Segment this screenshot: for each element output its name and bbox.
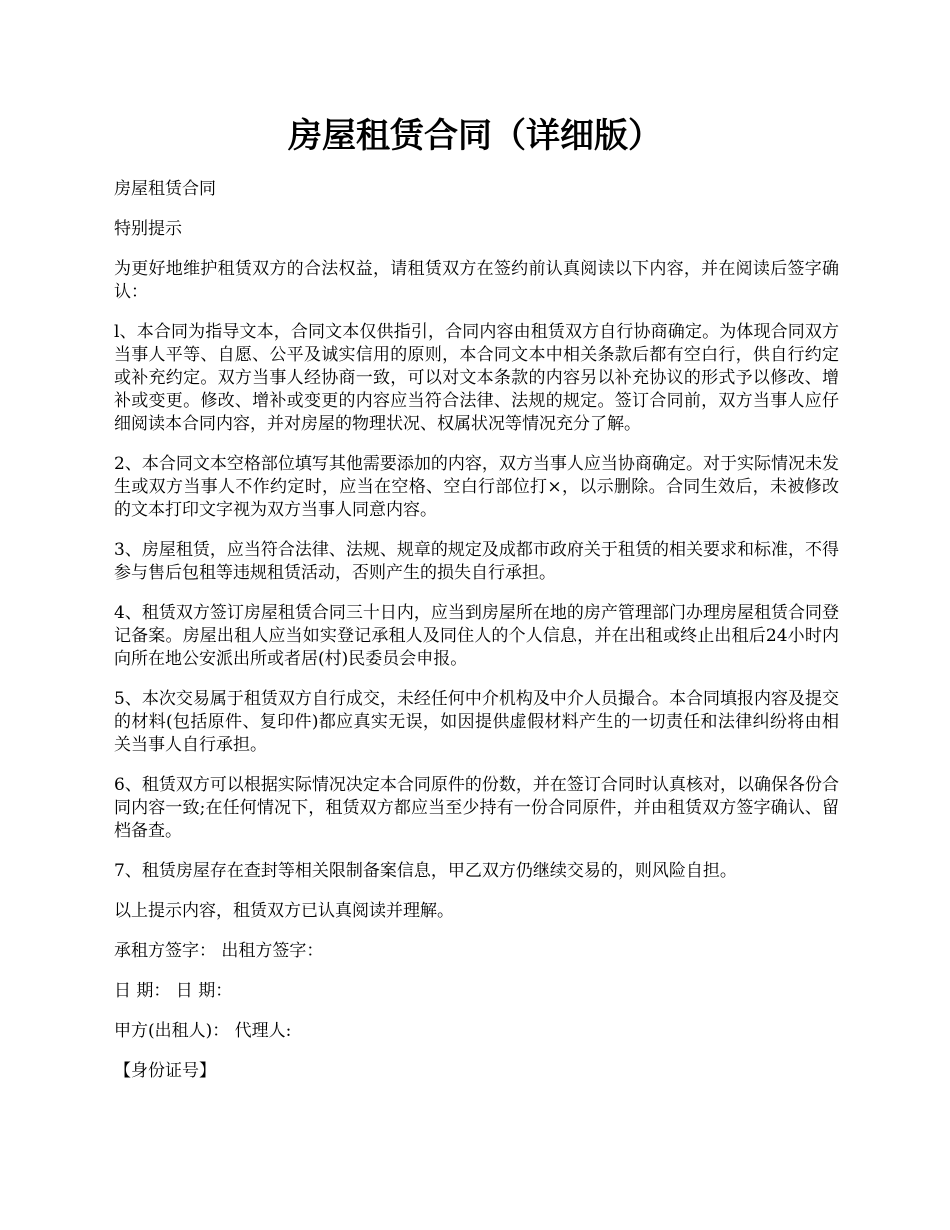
paragraph-notice-7: 7、租赁房屋存在查封等相关限制备案信息，甲乙双方仍继续交易的，则风险自担。 <box>114 861 737 881</box>
paragraph-acknowledgement: 以上提示内容，租赁双方已认真阅读并理解。 <box>114 901 454 921</box>
paragraph-notice-5: 5、本次交易属于租赁双方自行成交，未经任何中介机构及中介人员撮合。本合同填报内容及提交的材料(包括原件、复印件)都应真实无误，如因提供虚假材料产生的一切责任和法律纠纷将由相关当事人自行承担。 <box>114 689 839 755</box>
paragraph-notice-6: 6、租赁双方可以根据实际情况决定本合同原件的份数，并在签订合同时认真核对，以确保各份合同内容一致;在任何情况下，租赁双方都应当至少持有一份合同原件，并由租赁双方签字确认、留档备查。 <box>114 775 839 841</box>
paragraph-notice-3: 3、房屋租赁，应当符合法律、法规、规章的规定及成都市政府关于租赁的相关要求和标准，不得参与售后包租等违规租赁活动，否则产生的损失自行承担。 <box>114 540 839 583</box>
date-line: 日 期： 日 期： <box>114 981 233 1001</box>
paragraph-special-notice-heading: 特别提示 <box>114 219 182 239</box>
paragraph-notice-4: 4、租赁双方签订房屋租赁合同三十日内，应当到房屋所在地的房产管理部门办理房屋租赁合同登记备案。房屋出租人应当如实登记承租人及同住人的个人信息，并在出租或终止出租后24小时内向所在地公安派出所或者居(村)民委员会申报。 <box>114 603 839 669</box>
paragraph-contract-name: 房屋租赁合同 <box>114 179 216 199</box>
party-a-line: 甲方(出租人)： 代理人: <box>114 1021 292 1041</box>
document-title: 房屋租赁合同（详细版） <box>288 116 662 156</box>
paragraph-intro: 为更好地维护租赁双方的合法权益，请租赁双方在签约前认真阅读以下内容，并在阅读后签字确认： <box>114 259 839 302</box>
id-number-heading: 【身份证号】 <box>114 1061 216 1081</box>
paragraph-notice-2: 2、本合同文本空格部位填写其他需要添加的内容，双方当事人应当协商确定。对于实际情况未发生或双方当事人不作约定时，应当在空格、空白行部位打×，以示删除。合同生效后，未被修改的文本打印文字视为双方当事人同意内容。 <box>114 454 839 520</box>
document-body <box>114 178 839 1100</box>
paragraph-notice-1: l、本合同为指导文本，合同文本仅供指引，合同内容由租赁双方自行协商确定。为体现合同双方当事人平等、自愿、公平及诚实信用的原则，本合同文本中相关条款后都有空白行，供自行约定或补充约定。双方当事人经协商一致，可以对文本条款的内容另以补充协议的形式予以修改、增补或变更。修改、增补或变更的内容应当符合法律、法规的规定。签订合同前，双方当事人应仔细阅读本合同内容，并对房屋的物理状况、权属状况等情况充分了解。 <box>114 322 839 434</box>
signature-line: 承租方签字： 出租方签字： <box>114 941 324 961</box>
